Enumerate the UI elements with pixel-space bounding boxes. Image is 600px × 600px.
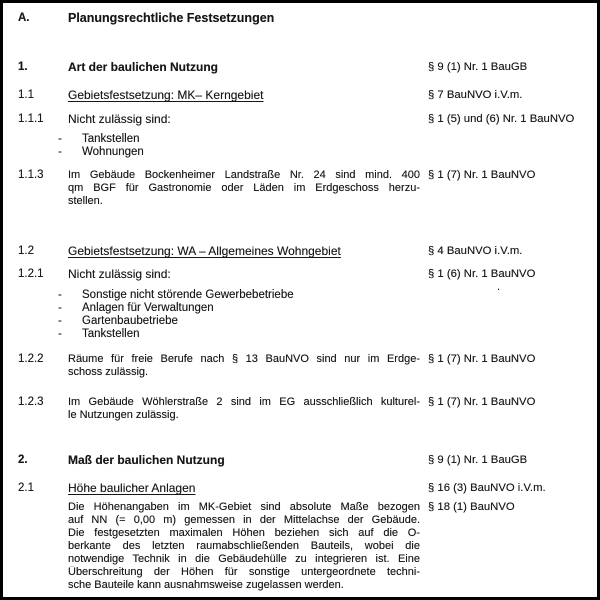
- section-row-1-1-1: [18, 112, 597, 127]
- section-number: 1.1.1: [18, 113, 44, 125]
- body-line: stellen.: [68, 195, 103, 207]
- bullet-dash: -: [58, 315, 62, 327]
- section-row-2: [18, 453, 597, 468]
- legal-reference: § 9 (1) Nr. 1 BauGB: [428, 61, 528, 73]
- section-row-2-1: [18, 481, 597, 496]
- section-number: 1.2.1: [18, 268, 44, 280]
- legal-reference: § 1 (7) Nr. 1 BauNVO: [428, 353, 536, 365]
- section-number: 1.1: [18, 89, 34, 101]
- bullet-item: [58, 302, 597, 315]
- section-title: Art der baulichen Nutzung: [68, 60, 218, 74]
- section-title: Höhe baulicher Anlagen: [68, 481, 196, 495]
- bullet-text: Tankstellen: [82, 328, 140, 340]
- bullet-item: [58, 328, 597, 341]
- section-number: 2.: [18, 454, 28, 466]
- bullet-text: Gartenbaubetriebe: [82, 315, 178, 327]
- bullet-list: [58, 133, 597, 159]
- body-line: Räume für freie Berufe nach § 13 BauNVO sind nur im Erdge-: [68, 353, 420, 365]
- bullet-dash: -: [58, 328, 62, 340]
- section-paragraph: [68, 501, 420, 592]
- bullet-text: Anlagen für Verwaltungen: [82, 302, 214, 314]
- section-number: 1.2.3: [18, 396, 44, 408]
- bullet-dash: -: [58, 302, 62, 314]
- section-number: 1.2: [18, 245, 34, 257]
- document-title: Planungsrechtliche Festsetzungen: [68, 11, 275, 25]
- stray-scan-mark: .: [497, 281, 501, 293]
- section-row-1-1-3: [18, 169, 597, 208]
- section-title: Gebietsfestsetzung: WA – Allgemeines Wohngebiet: [68, 244, 341, 258]
- section-paragraph: [68, 353, 420, 379]
- body-line: sche Bauteile kann ausnahmsweise zugelassen werden.: [68, 579, 344, 591]
- bullet-text: Sonstige nicht störende Gewerbebetriebe: [82, 289, 294, 301]
- body-line: notwendige Technik in die Gebäudehülle zu integrieren ist. Eine: [68, 553, 420, 565]
- section-paragraph: [68, 169, 420, 208]
- bullet-item: [58, 289, 597, 302]
- section-row-1-2-2: [18, 353, 597, 379]
- section-row-1-1: [18, 88, 597, 103]
- legal-reference: § 4 BauNVO i.V.m.: [428, 245, 523, 257]
- legal-reference: § 1 (5) und (6) Nr. 1 BauNVO: [428, 113, 575, 125]
- body-line: qm BGF für Gastronomie oder Läden im Erdgeschoss herzu-: [68, 182, 420, 194]
- body-line: auf NN (= 0,00 m) gemessen in der Mittelachse der Gebäude.: [68, 514, 420, 526]
- body-line: Die festgesetzten maximalen Höhen beziehen sich auf die O-: [68, 527, 420, 539]
- bullet-dash: -: [58, 133, 62, 145]
- bullet-item: [58, 315, 597, 328]
- body-line: le Nutzungen zulässig.: [68, 409, 179, 421]
- section-paragraph: [68, 396, 420, 422]
- section-title: Maß der baulichen Nutzung: [68, 453, 225, 467]
- legal-reference: § 18 (1) BauNVO: [428, 501, 515, 513]
- section-number: 1.1.3: [18, 169, 44, 181]
- bullet-list: [58, 289, 597, 341]
- legal-reference: § 7 BauNVO i.V.m.: [428, 89, 523, 101]
- body-line: Im Gebäude Wöhlerstraße 2 sind im EG ausschließlich kulturel-: [68, 396, 420, 408]
- section-row-1-2-3: [18, 396, 597, 422]
- bullet-item: [58, 133, 597, 146]
- section-number: 1.2.2: [18, 353, 44, 365]
- section-row-1-2-1: [18, 267, 597, 282]
- document-heading-row: [18, 11, 597, 26]
- heading-number: A.: [18, 12, 30, 24]
- body-line: Die Höhenangaben im MK-Gebiet sind absolute Maße bezogen: [68, 501, 420, 513]
- section-row-1-2: [18, 244, 597, 259]
- legal-reference: § 1 (6) Nr. 1 BauNVO: [428, 268, 536, 280]
- bullet-dash: -: [58, 289, 62, 301]
- legal-reference: § 16 (3) BauNVO i.V.m.: [428, 482, 546, 494]
- section-row-1: [18, 60, 597, 75]
- bullet-item: [58, 146, 597, 159]
- bullet-dash: -: [58, 146, 62, 158]
- body-line: berkante des letzten raumabschließenden Bauteils, wobei die: [68, 540, 420, 552]
- legal-reference: § 1 (7) Nr. 1 BauNVO: [428, 169, 536, 181]
- section-row-2-1-body: [18, 501, 597, 592]
- bullet-text: Wohnungen: [82, 146, 144, 158]
- body-line: Im Gebäude Bockenheimer Landstraße Nr. 24 sind mind. 400: [68, 169, 420, 181]
- legal-reference: § 1 (7) Nr. 1 BauNVO: [428, 396, 536, 408]
- body-line: Überschreitung der Höhen für sonstige untergeordnete techni-: [68, 566, 420, 578]
- bullet-text: Tankstellen: [82, 133, 140, 145]
- legal-reference: § 9 (1) Nr. 1 BauGB: [428, 454, 528, 466]
- body-line: schoss zulässig.: [68, 366, 149, 378]
- section-number: 1.: [18, 61, 28, 73]
- section-title: Nicht zulässig sind:: [68, 267, 171, 281]
- section-number: 2.1: [18, 482, 34, 494]
- section-title: Gebietsfestsetzung: MK– Kerngebiet: [68, 88, 264, 102]
- section-title: Nicht zulässig sind:: [68, 112, 171, 126]
